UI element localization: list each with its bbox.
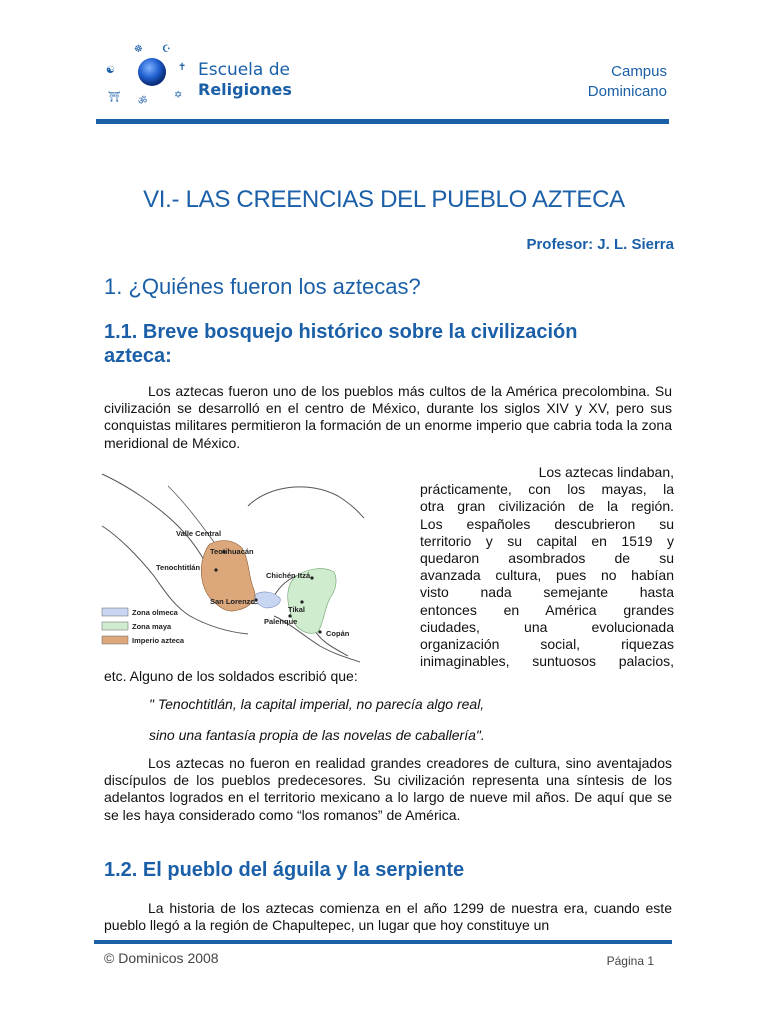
section-1-heading: 1. ¿Quiénes fueron los aztecas? — [104, 274, 421, 299]
map-label-palenque: Palenque — [264, 617, 298, 626]
para2-line-9: ciudades, una evolucionada — [420, 618, 674, 635]
map-label-chichen-itza: Chichén Itzá — [266, 571, 311, 580]
para2-line-4: territorio y su capital en 1519 y — [420, 532, 674, 549]
legend-label-olmeca: Zona olmeca — [132, 608, 178, 617]
paragraph-3 — [104, 755, 672, 824]
svg-text:☸: ☸ — [134, 44, 143, 55]
header-divider — [96, 119, 669, 124]
paragraph-1 — [104, 383, 672, 452]
section-1-1-heading-line-2: azteca: — [104, 345, 172, 367]
paragraph-4-text: La historia de los aztecas comienza en el año 1299 de nuestra era, cuando este pueblo llegó a la región de Chapultepec, un lugar que hoy constituye un — [104, 900, 672, 934]
logo-line-2: Religiones — [198, 80, 292, 99]
logo-text — [198, 60, 292, 100]
paragraph-1-text: Los aztecas fueron uno de los pueblos más cultos de la América precolombina. Su civilización se desarrolló en el centro de México, durante los siglos XIV y XV, pero sus conquistas militares permitieron la formación de un enorme imperio que cabria toda la zona meridional de México. — [104, 383, 672, 451]
legend-swatch-olmeca — [102, 608, 128, 616]
map-label-valle-central: Valle Central — [176, 529, 222, 538]
map-label-san-lorenzo: San Lorenzo — [210, 597, 256, 606]
para2-line-2: otra gran civilización de la región. — [420, 498, 674, 515]
footer-page-number: Página 1 — [606, 954, 654, 968]
svg-text:✝: ✝ — [178, 62, 187, 73]
para2-line-6: avanzada cultura, pues no habían — [420, 567, 674, 584]
paragraph-4 — [104, 900, 672, 934]
legend-swatch-maya — [102, 622, 128, 630]
quote-line-2: sino una fantasía propia de las novelas de caballería". — [149, 727, 485, 743]
map-label-tikal: Tikal — [288, 605, 305, 614]
quote-line-1: " Tenochtitlán, la capital imperial, no parecía algo real, — [149, 696, 485, 712]
map-label-copan: Copán — [326, 629, 350, 638]
profesor-label: Profesor: J. L. Sierra — [526, 236, 674, 253]
para2-line-0: Los aztecas lindaban, — [538, 464, 674, 480]
legend-label-maya: Zona maya — [132, 622, 172, 631]
map-label-tenochtitlan: Tenochtitlán — [156, 563, 201, 572]
campus-line-1: Campus — [611, 63, 667, 80]
para2-line-5: quedaron asombrados de su — [420, 550, 674, 567]
section-1-1-heading — [104, 320, 674, 368]
para2-line-3: Los españoles descubrieron su — [420, 515, 674, 532]
map-label-teotihuacan: Teotihuacán — [210, 547, 254, 556]
footer-divider — [94, 940, 672, 944]
para2-tail: etc. Alguno de los soldados escribió que: — [104, 668, 358, 684]
para2-line-11: inimaginables, suntuosos palacios, — [420, 653, 674, 670]
paragraph-3-text: Los aztecas no fueron en realidad grandes creadores de cultura, sino aventajados discípulos de los pueblos predecesores. Su civilización representa una síntesis de los adelantos logrados en el territorio mexicano a lo largo de nueve mil años. De aquí que se se les haya considerado como “los romanos” de América. — [104, 755, 672, 823]
svg-text:☯: ☯ — [106, 65, 115, 76]
footer-copyright: © Dominicos 2008 — [104, 950, 219, 966]
page-title: VI.- LAS CREENCIAS DEL PUEBLO AZTECA — [143, 186, 625, 213]
svg-text:☪: ☪ — [162, 44, 171, 55]
mesoamerica-map — [98, 466, 416, 666]
para2-line-7: visto nada semejante hasta — [420, 584, 674, 601]
para2-line-8: entonces en América grandes — [420, 601, 674, 618]
logo-line-1: Escuela de — [198, 60, 290, 80]
legend-swatch-azteca — [102, 636, 128, 644]
para2-line-1: prácticamente, con los mayas, la — [420, 481, 674, 498]
section-1-2-heading: 1.2. El pueblo del águila y la serpiente — [104, 859, 465, 881]
svg-text:✡: ✡ — [174, 90, 183, 101]
legend-label-azteca: Imperio azteca — [132, 636, 185, 645]
paragraph-2-column — [420, 464, 674, 670]
svg-text:⛩: ⛩ — [108, 92, 121, 103]
para2-line-10: organización social, riquezas — [420, 636, 674, 653]
campus-label — [588, 62, 667, 102]
campus-line-2: Dominicano — [587, 83, 667, 100]
svg-text:ॐ: ॐ — [138, 96, 148, 107]
section-1-1-heading-line-1: 1.1. Breve bosquejo histórico sobre la civilización — [104, 321, 578, 343]
